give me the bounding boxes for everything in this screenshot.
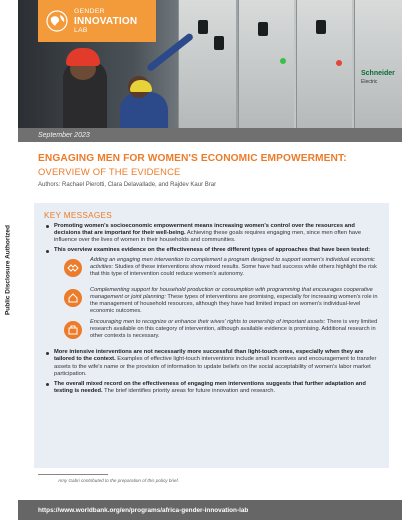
bullet-text: Examples of effective light-touch interventions include small incentives and encouragement to transfer assets to the wife's name or the provision of information to update beliefs on the social acceptability of women's labor market participation. [54,356,377,377]
key-message-bullet [44,247,379,254]
panel-meter [214,36,224,50]
logo-text [74,8,137,35]
household-icon [64,289,82,307]
electrical-cabinet [178,0,236,128]
publication-date: September 2023 [38,131,90,139]
panel-meter [198,20,208,34]
approach-title: Encouraging men to recognize or enhance their wives' rights to ownership of important assets: [90,319,326,326]
logo-line-gender: GENDER [74,7,105,15]
approach-text: There is very limited research available on this category of intervention, although available evidence is promising. Additional research in other contexts is necessary. [90,319,378,340]
globe-icon [46,10,68,32]
footnote: Amy Gabri contributed to the preparation of this policy brief. [58,478,180,483]
panel-meter [258,22,268,36]
approach-text: These types of interventions are promising, especially for increasing women's role in the management of household resources, although they have had limited impact on women's individual-level economic outcomes. [90,294,378,315]
brief-authors: Authors: Rachael Pierotti, Clara Delavallade, and Rajdev Kaur Brar [38,182,217,188]
electrical-cabinet [354,0,402,128]
key-messages-heading: KEY MESSAGES [44,211,113,220]
key-messages-box [34,203,389,468]
logo-line-innovation: INNOVATION [74,15,138,27]
key-message-bullet [44,223,379,244]
public-disclosure-text: Public Disclosure Authorized [4,224,12,316]
bullet-text: Achieving these goals requires engaging men, since men often have influence over the lives of women in their households and communities. [54,230,362,244]
bullet-text: The brief identifies priority areas for future innovation and research. [102,387,276,394]
approach-item [64,319,379,345]
approach-title: Adding an engaging men intervention to complement a program designed to support women's individual economic activities: [90,257,375,271]
approach-text: Studies of these interventions show mixed results. Some have had success while others highlight the risk that this type of intervention could reduce women's autonomy. [90,264,377,278]
approach-item [64,287,379,315]
electrical-cabinet [238,0,294,128]
panel-meter [316,20,326,34]
cabinet-brand: Schneider [361,70,395,77]
public-disclosure-label [2,215,14,325]
approach-item [64,257,379,283]
cabinet-brand-sub: Electric [361,79,378,85]
footer-bar [18,500,402,520]
brief-title: ENGAGING MEN FOR WOMEN'S ECONOMIC EMPOWERMENT: [38,153,347,164]
bullet-bold: This overview examines evidence on the effectiveness of three different types of approaches that have been tested: [54,247,371,254]
technician-figure [120,92,168,128]
footnote-divider [38,474,108,475]
yellow-hardhat [130,80,152,92]
indicator-lamp [280,58,286,64]
handshake-icon [64,259,82,277]
red-hardhat [66,48,100,66]
key-message-bullet [44,349,379,377]
gender-innovation-lab-logo [38,0,156,42]
bullet-bold: Promoting women's socioeconomic empowerment means increasing women's control over the resources and decisions that are important for their well-being. [54,223,355,237]
bullet-bold: The overall mixed record on the effectiveness of engaging men interventions suggests that further adaptation and testing is needed. [54,380,366,394]
bullet-bold: More intensive interventions are not necessarily more successful than light-touch ones, especially when they are tailored to the context. [54,349,364,363]
key-message-bullet [44,381,379,395]
indicator-lamp [336,60,342,66]
brief-subtitle: OVERVIEW OF THE EVIDENCE [38,166,181,177]
logo-line-lab: LAB [74,26,88,34]
date-bar [18,128,402,142]
footer-url-link[interactable]: https://www.worldbank.org/en/programs/africa-gender-innovation-lab [38,506,249,514]
asset-icon [64,321,82,339]
approach-title: Complementing support for household production or consumption with programming that encourages cooperative management or joint planning: [90,287,373,301]
